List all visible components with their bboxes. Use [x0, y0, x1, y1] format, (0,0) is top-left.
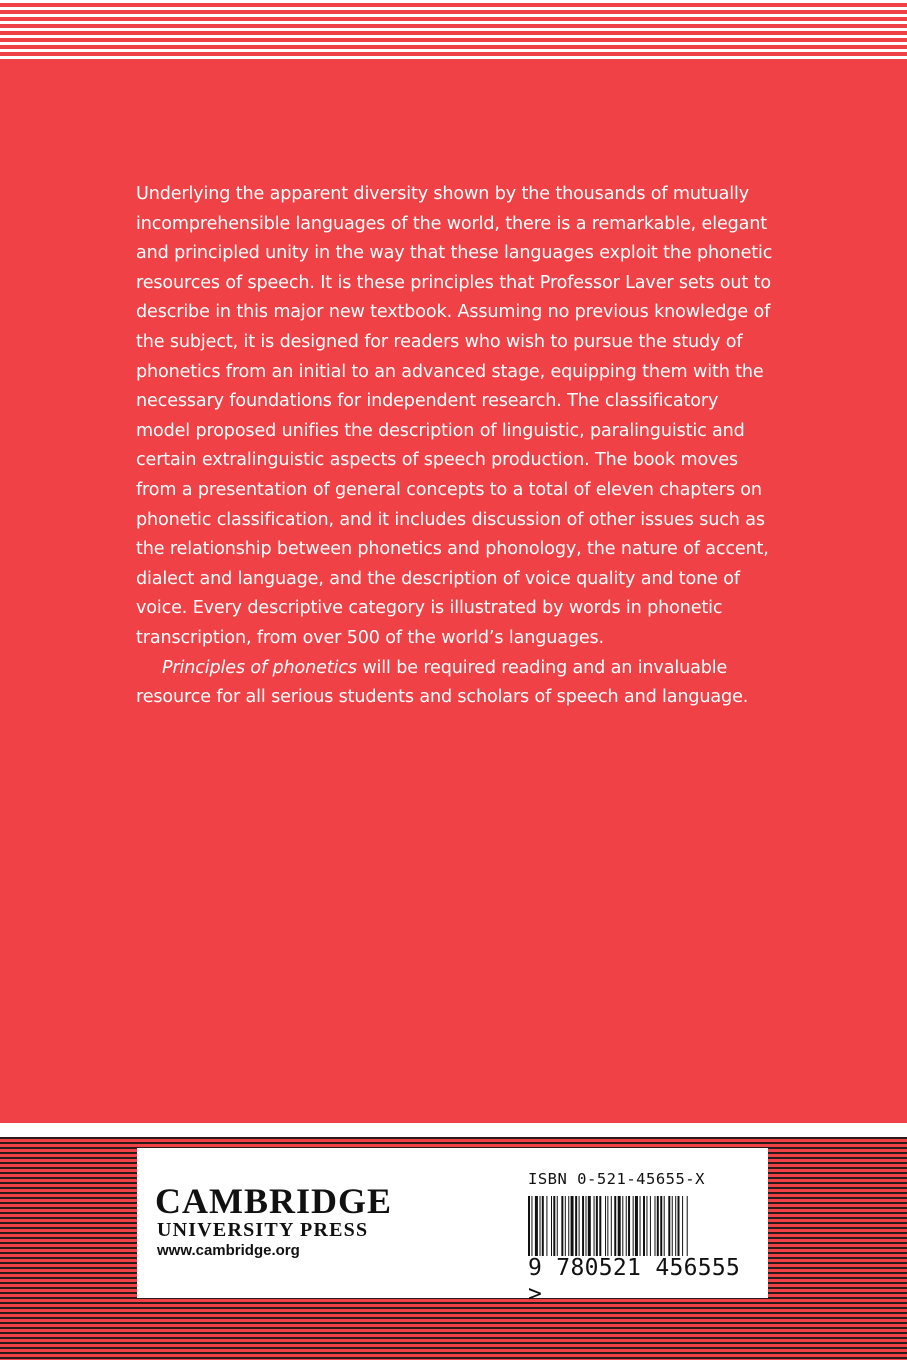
- publisher-logo: [155, 1181, 393, 1242]
- blurb-paragraph-1: Underlying the apparent diversity shown by the thousands of mutually incomprehensible languages of the world, there is a remarkable, elegant and principled unity in the way that these languages exploit the phonetic resources of speech. It is these principles that Professor Laver sets out to describe in this major new textbook. Assuming no previous knowledge of the subject, it is designed for readers who wish to pursue the study of phonetics from an initial to an advanced stage, equipping them with the necessary foundations for independent research. The classificatory model proposed unifies the description of linguistic, paralinguistic and certain extralinguistic aspects of speech production. The book moves from a presentation of general concepts to a total of eleven chapters on phonetic classification, and it includes discussion of other issues such as the relationship between phonetics and phonology, the nature of accent, dialect and language, and the description of voice quality and tone of voice. Every descriptive category is illustrated by words in phonetic transcription, from over 500 of the world’s languages.: [136, 184, 773, 648]
- publisher-name: CAMBRIDGE: [155, 1181, 393, 1221]
- book-title-italic: Principles of phonetics: [162, 657, 357, 678]
- publisher-barcode-panel: [137, 1148, 768, 1307]
- barcode-icon: [528, 1196, 753, 1260]
- back-cover-blurb: [136, 180, 776, 713]
- bottom-white-band: [0, 1123, 907, 1137]
- publisher-url: www.cambridge.org: [157, 1242, 300, 1259]
- isbn-label: ISBN 0-521-45655-X: [528, 1170, 705, 1188]
- top-stripe-band: [0, 0, 907, 60]
- blurb-paragraph-2: [136, 654, 776, 713]
- publisher-subtitle: UNIVERSITY PRESS: [157, 1219, 369, 1241]
- blurb-paragraph-2-rest: will be required reading and an invaluable resource for all serious students and scholars of speech and language.: [136, 657, 749, 708]
- barcode-digits: 9 780521 456555 >: [528, 1255, 741, 1307]
